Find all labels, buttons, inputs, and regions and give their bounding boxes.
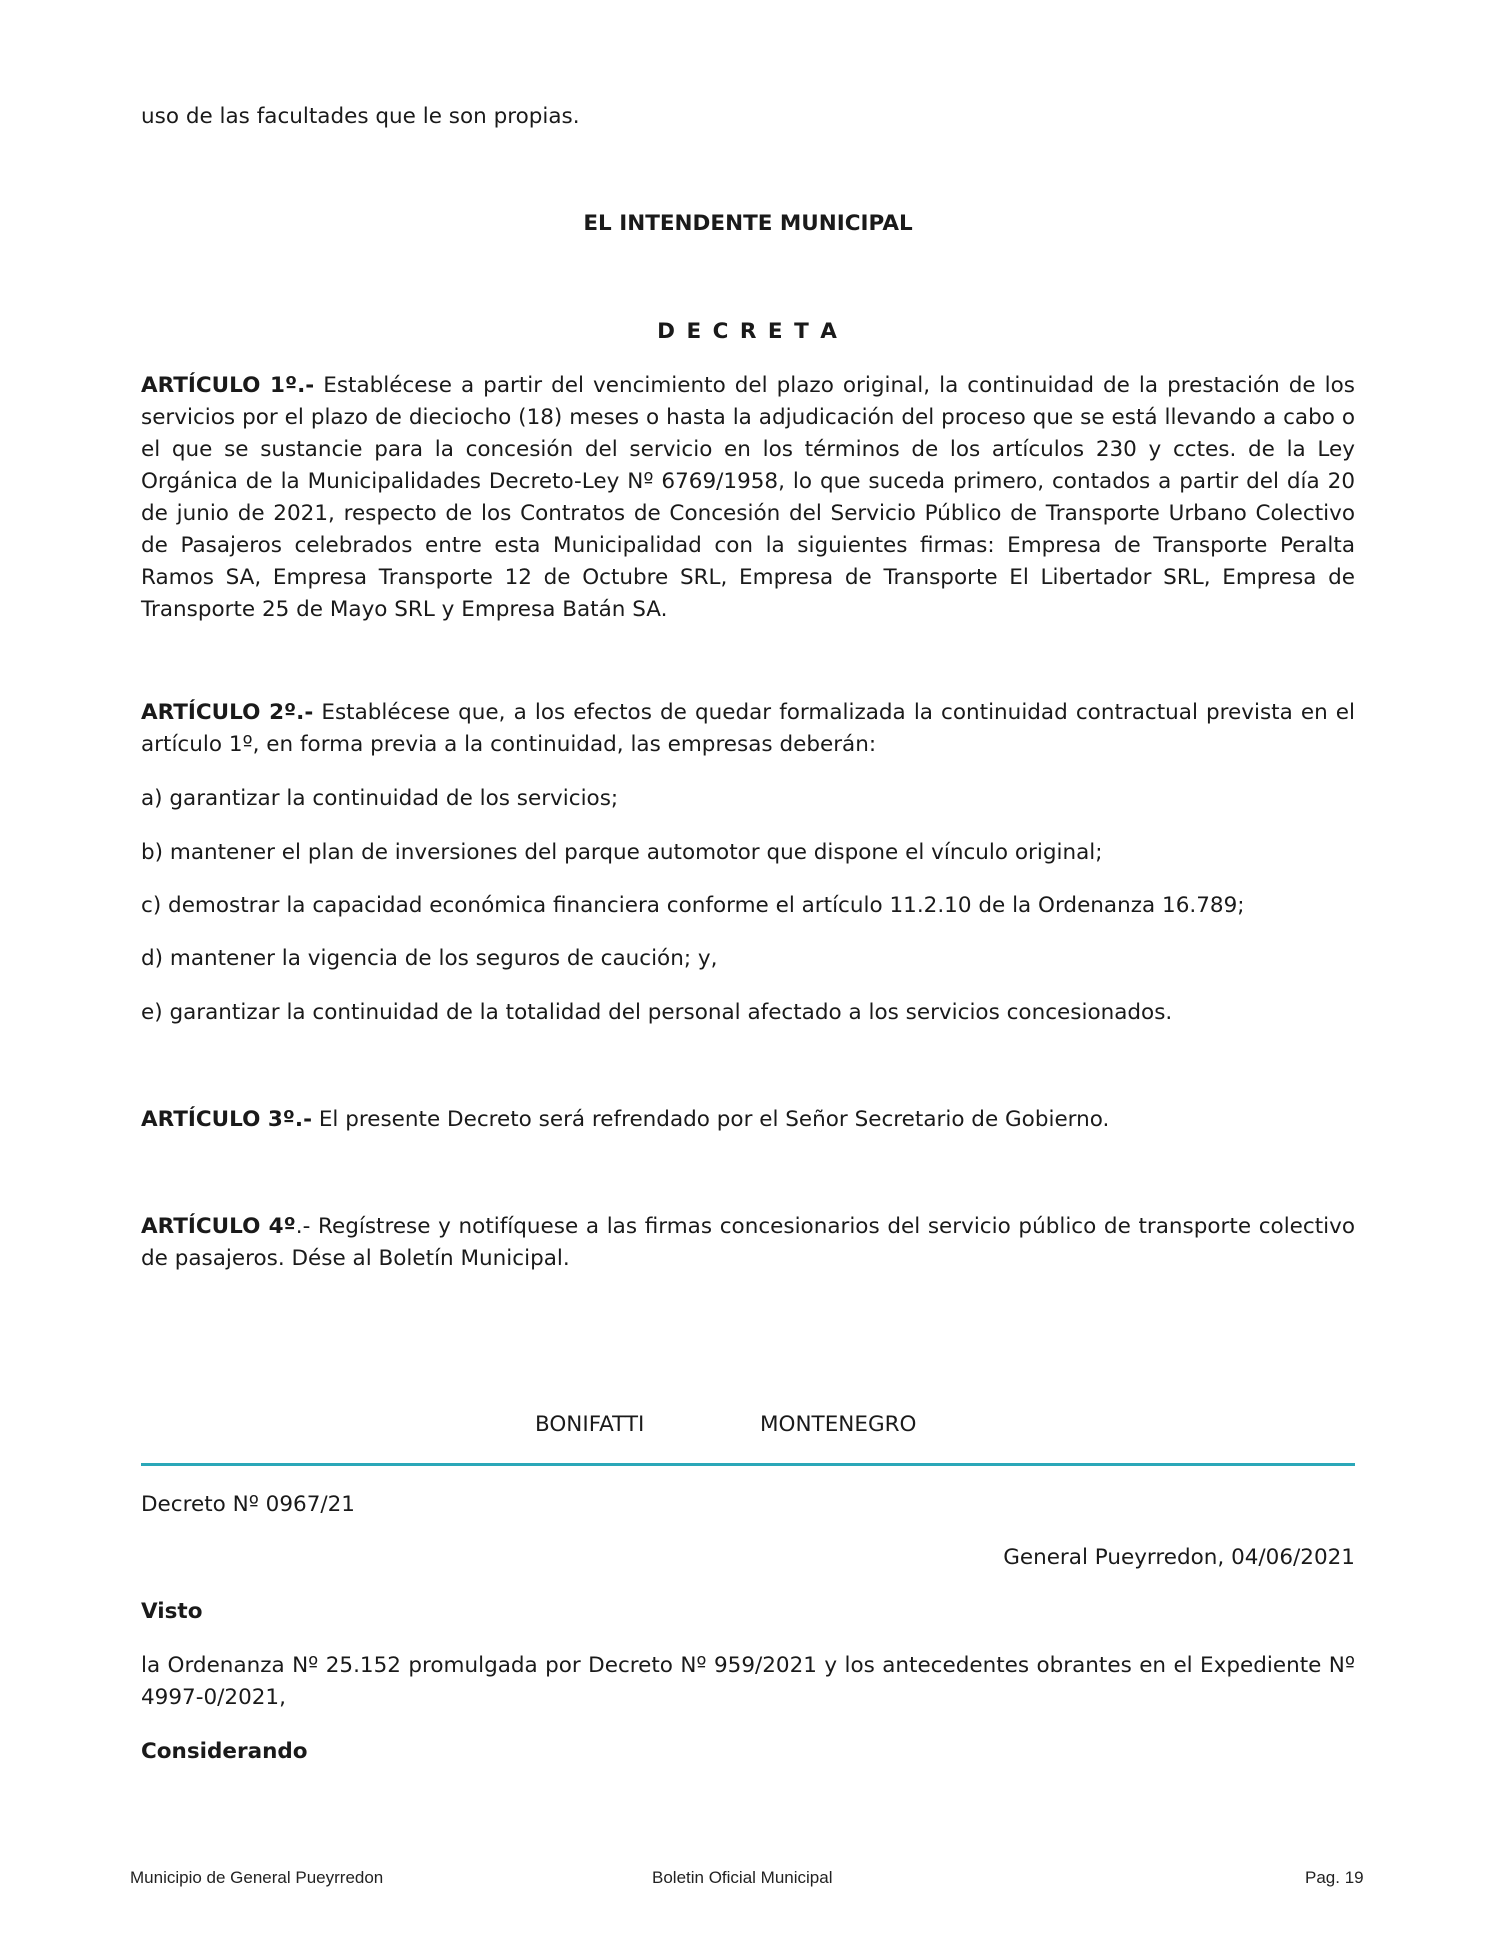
article-2-item-e: e) garantizar la continuidad de la totalidad del personal afectado a los servicios concesionados. bbox=[141, 1000, 1173, 1025]
article-2-item-c: c) demostrar la capacidad económica financiera conforme el artículo 11.2.10 de la Ordenanza 16.789; bbox=[141, 893, 1245, 918]
article-1-text: Establécese a partir del vencimiento del plazo original, la continuidad de la prestación de los servicios por el plazo de dieciocho (18) meses o hasta la adjudicación del proceso que se está llevando a cabo o el que se sustancie para la concesión del servicio en los términos de los artículos 230 y cctes. de la Ley Orgánica de la Municipalidades Decreto-Ley Nº 6769/1958, lo que suceda primero, contados a partir del día 20 de junio de 2021, respecto de los Contratos de Concesión del Servicio Público de Transporte Urbano Colectivo de Pasajeros celebrados entre esta Municipalidad con la siguientes firmas: Empresa de Transporte Peralta Ramos SA, Empresa Transporte 12 de Octubre SRL, Empresa de Transporte El Libertador SRL, Empresa de Transporte 25 de Mayo SRL y Empresa Batán SA. bbox=[141, 373, 1355, 622]
visto-heading: Visto bbox=[141, 1599, 203, 1624]
article-4 bbox=[141, 1211, 1355, 1275]
visto-text: la Ordenanza Nº 25.152 promulgada por Decreto Nº 959/2021 y los antecedentes obrantes en el Expediente Nº 4997-0/2021, bbox=[141, 1653, 1355, 1710]
article-2 bbox=[141, 697, 1355, 761]
article-2-label: ARTÍCULO 2º.- bbox=[141, 700, 314, 725]
article-2-item-a: a) garantizar la continuidad de los servicios; bbox=[141, 786, 619, 811]
article-2-item-d: d) mantener la vigencia de los seguros de caución; y, bbox=[141, 946, 718, 971]
footer-left: Municipio de General Pueyrredon bbox=[130, 1868, 384, 1887]
article-1 bbox=[141, 370, 1355, 626]
article-1-label: ARTÍCULO 1º.- bbox=[141, 373, 315, 398]
article-3-label: ARTÍCULO 3º.- bbox=[141, 1107, 313, 1132]
article-4-text: Regístrese y notifíquese a las firmas concesionarios del servicio público de transporte colectivo de pasajeros. Dése al Boletín Municipal. bbox=[141, 1214, 1355, 1271]
signature-bonifatti: BONIFATTI bbox=[535, 1412, 645, 1437]
article-2-text: Establécese que, a los efectos de quedar formalizada la continuidad contractual prevista en el artículo 1º, en forma previa a la continuidad, las empresas deberán: bbox=[141, 700, 1355, 757]
article-4-label-suffix: .- bbox=[295, 1214, 311, 1239]
article-3-text: El presente Decreto será refrendado por el Señor Secretario de Gobierno. bbox=[312, 1107, 1110, 1132]
authority-heading: EL INTENDENTE MUNICIPAL bbox=[583, 211, 913, 236]
article-2-item-b: b) mantener el plan de inversiones del parque automotor que dispone el vínculo original; bbox=[141, 840, 1103, 865]
decree-number: Decreto Nº 0967/21 bbox=[141, 1492, 355, 1517]
signature-montenegro: MONTENEGRO bbox=[760, 1412, 917, 1437]
place-date: General Pueyrredon, 04/06/2021 bbox=[1003, 1545, 1355, 1570]
article-4-label: ARTÍCULO 4º bbox=[141, 1214, 296, 1239]
article-3 bbox=[141, 1104, 1355, 1136]
considerando-heading: Considerando bbox=[141, 1739, 308, 1764]
footer-center: Boletin Oficial Municipal bbox=[652, 1868, 833, 1887]
footer-page-number: Pag. 19 bbox=[1305, 1868, 1364, 1887]
intro-tail: uso de las facultades que le son propias. bbox=[141, 104, 580, 129]
section-divider bbox=[141, 1463, 1355, 1466]
decree-heading: D E C R E T A bbox=[657, 319, 839, 344]
